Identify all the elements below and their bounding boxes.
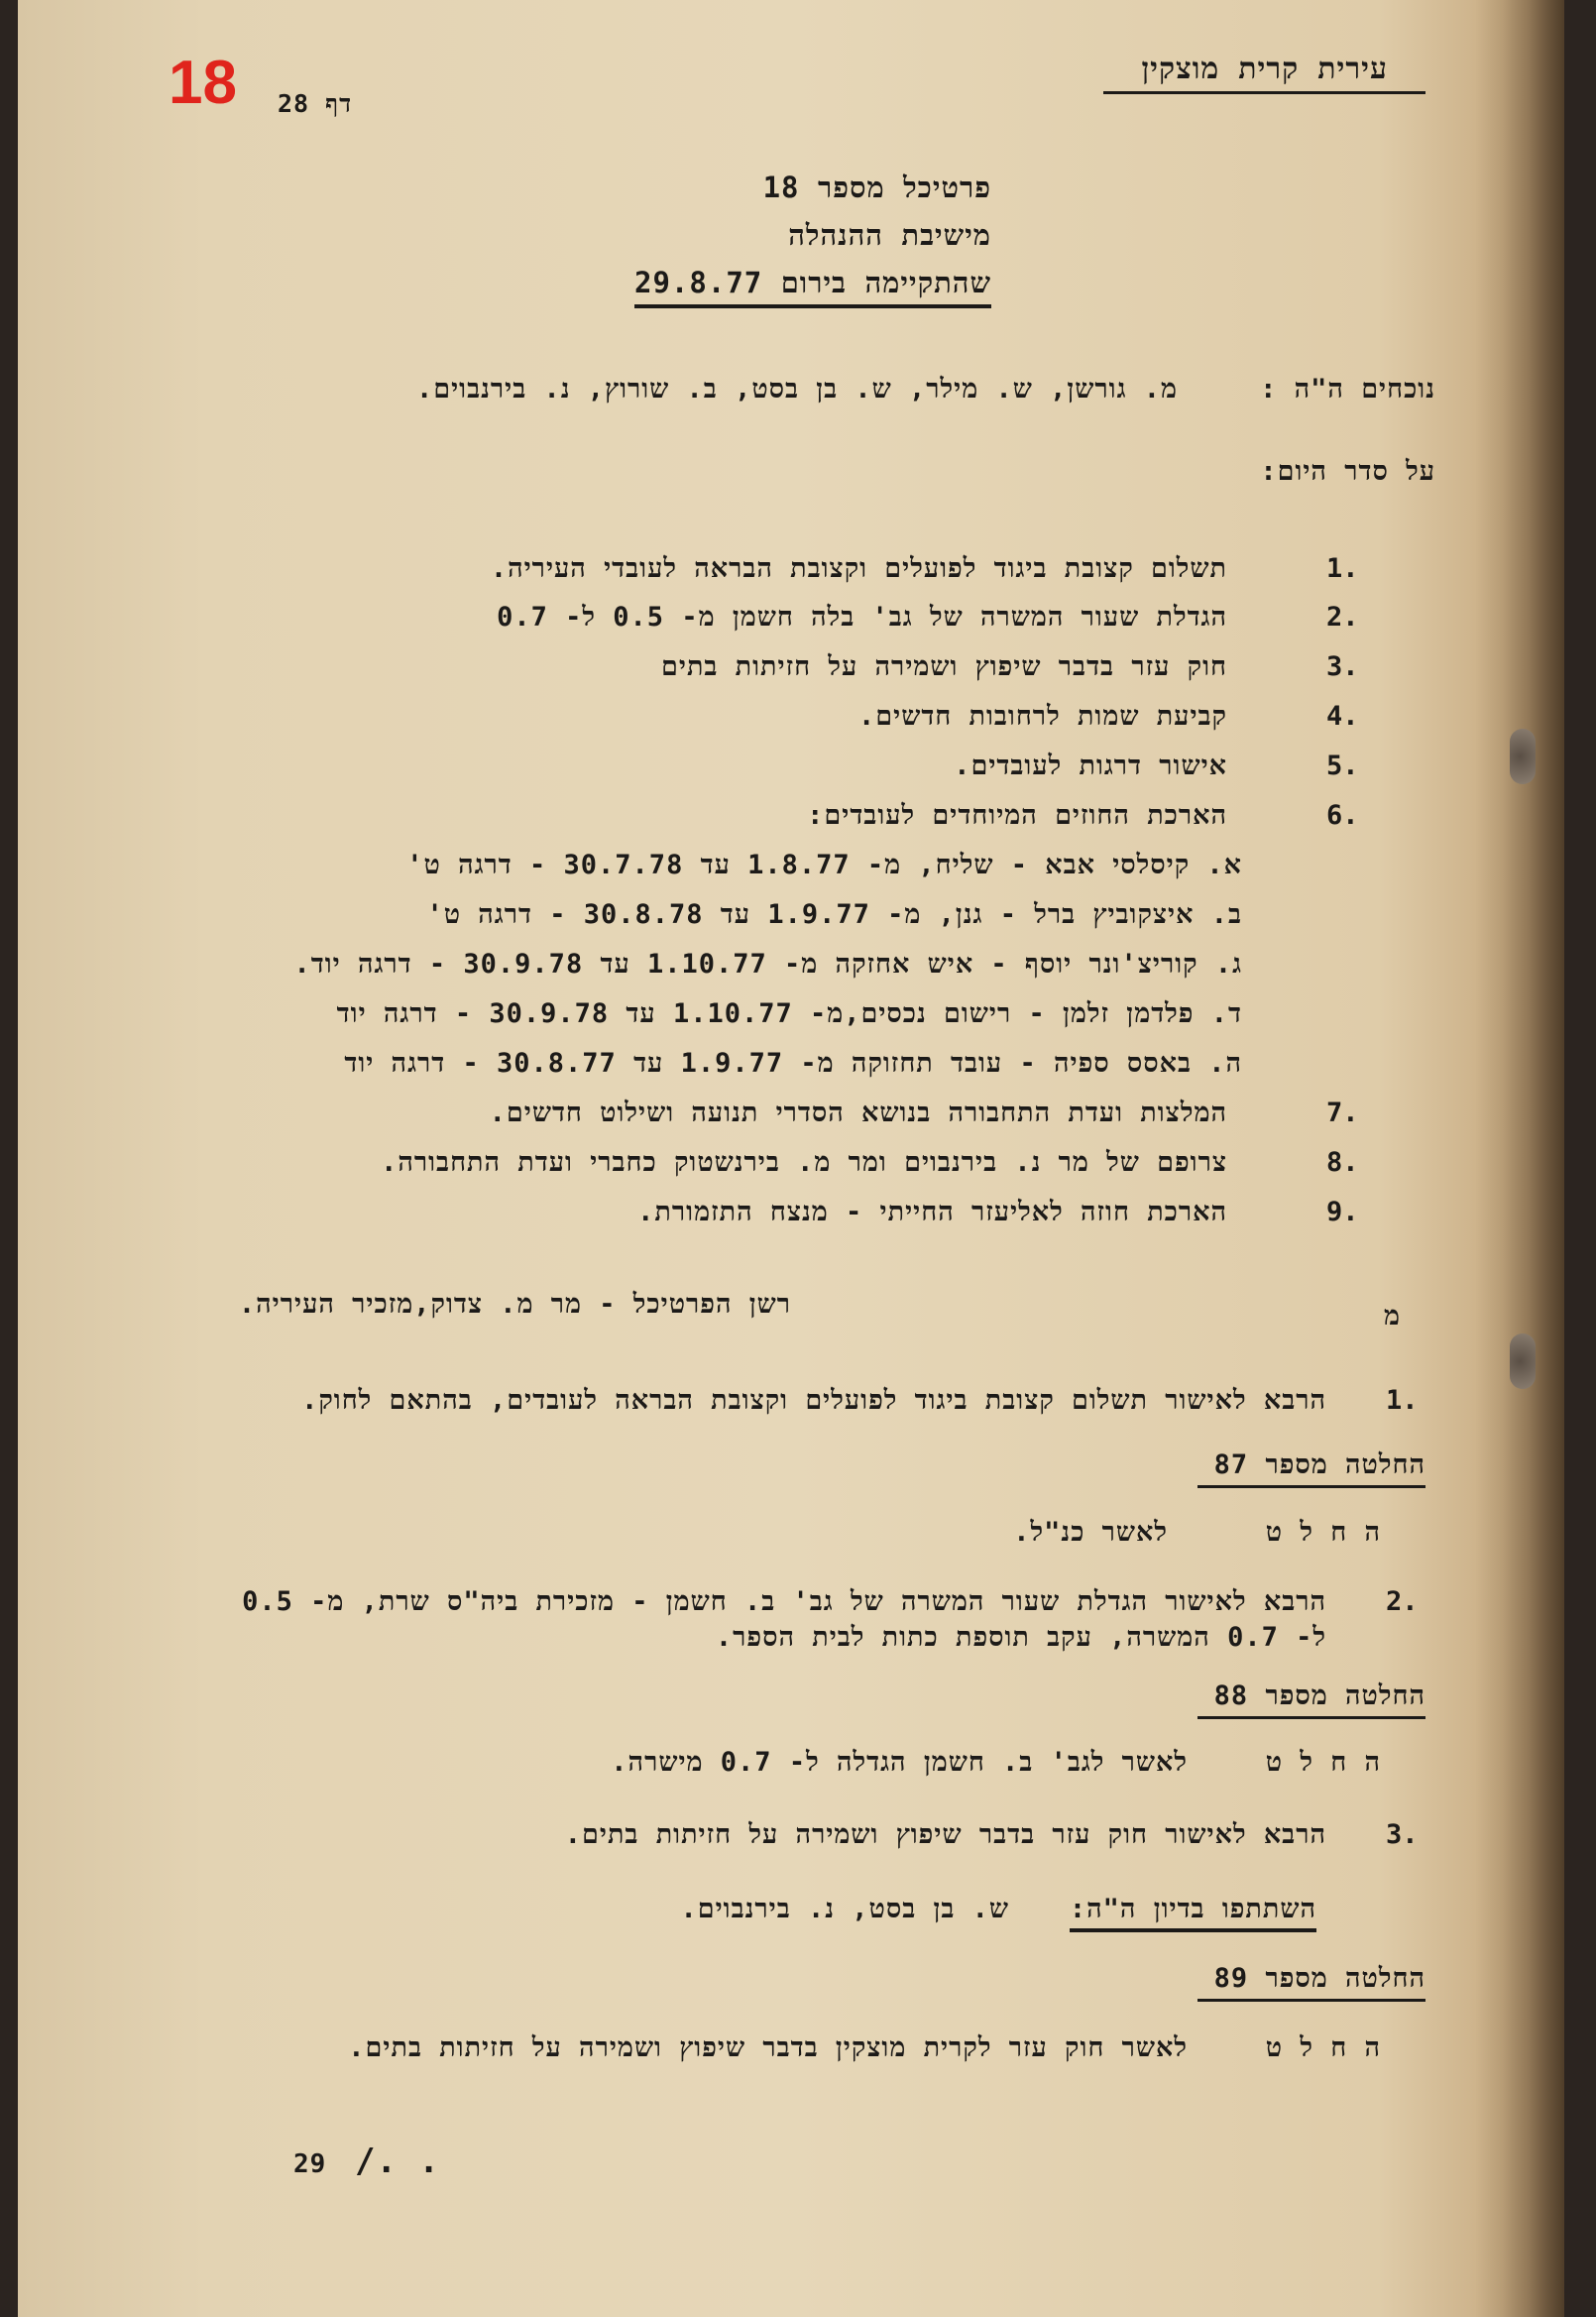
section-num: 2.: [1386, 1586, 1419, 1617]
agenda-item: אישור דרגות לעובדים.: [954, 751, 1227, 781]
heading-line2: מישיבת ההנהלה: [788, 218, 991, 252]
decision-underline: [1197, 1716, 1425, 1719]
decided-label: ה ח ל ט: [1265, 1747, 1381, 1778]
section-text-cont: ל- 0.7 המשרה, עקב תוספת כתות לבית הספר.: [715, 1622, 1326, 1653]
agenda-subitem: ה. באסס ספיה - עובד תחזוקה מ- 1.9.77 עד 30.8.77 - דרגה יוד: [344, 1048, 1242, 1079]
agenda-item: הארכת החוזים המיוחדים לעובדים:: [807, 800, 1227, 831]
present-label: נוכחים ה"ה :: [1260, 374, 1435, 405]
present-names: מ. גורשן, ש. מילר, ש. בן בסט, ב. שורוץ, נ. בירנבוים.: [415, 374, 1178, 405]
agenda-num: 9.: [1326, 1197, 1359, 1227]
agenda-num: 4.: [1326, 701, 1359, 732]
agenda-item: הארכת חוזה לאליעזר החייתי - מנצח התזמורת.: [637, 1197, 1227, 1227]
agenda-num: 6.: [1326, 800, 1359, 831]
red-page-number: 18: [169, 49, 237, 117]
decision-text: לאשר חוק עזר לקרית מוצקין בדבר שיפוץ ושמירה על חזיתות בתים.: [348, 2032, 1188, 2063]
agenda-subitem: ג. קוריצ'ונר יוסף - איש אחזקה מ- 1.10.77 עד 30.9.78 - דרגה יוד.: [293, 949, 1242, 980]
margin-mark: מ: [1384, 1301, 1402, 1332]
decision-text: לאשר לגב' ב. חשמן הגדלה ל- 0.7 מישרה.: [611, 1747, 1188, 1778]
agenda-item: צרופם של מר נ. בירנבוים ומר מ. בירנשטוק כחברי ועדת התחבורה.: [381, 1147, 1227, 1178]
page-label: דף 28: [278, 89, 353, 118]
decision-title: החלטה מספר 88: [1213, 1680, 1425, 1711]
continued-mark: /. .: [355, 2142, 440, 2181]
agenda-num: 1.: [1326, 553, 1359, 584]
agenda-num: 8.: [1326, 1147, 1359, 1178]
agenda-num: 7.: [1326, 1098, 1359, 1128]
agenda-item: המלצות ועדת התחבורה בנושא הסדרי תנועה ושילוט חדשים.: [489, 1098, 1227, 1128]
agenda-num: 3.: [1326, 651, 1359, 682]
section-text: הרבא לאישור הגדלת שעור המשרה של גב' ב. חשמן - מזכירת ביה"ס שרת, מ- 0.5: [242, 1586, 1326, 1617]
heading-line3: שהתקיימה בירום 29.8.77: [634, 266, 991, 308]
section-text: הרבא לאישור חוק עזר בדבר שיפוץ ושמירה על חזיתות בתים.: [564, 1819, 1326, 1850]
agenda-item: קביעת שמות לרחובות חדשים.: [858, 701, 1227, 732]
next-page-number: 29: [293, 2149, 327, 2179]
page-edge-shadow: [1475, 0, 1564, 2317]
decided-label: ה ח ל ט: [1265, 2032, 1381, 2063]
agenda-item: חוק עזר בדבר שיפוץ ושמירה על חזיתות בתים: [661, 651, 1227, 682]
heading-line1: פרטיכל מספר 18: [762, 171, 991, 204]
punch-hole: [1510, 1333, 1536, 1389]
decision-title: החלטה מספר 87: [1213, 1449, 1425, 1480]
agenda-num: 2.: [1326, 602, 1359, 633]
agenda-subitem: ב. איצקוביץ ברל - גנן, מ- 1.9.77 עד 30.8.78 - דרגה ט': [426, 899, 1242, 930]
letterhead: עירית קרית מוצקין: [1141, 52, 1388, 86]
decision-text: לאשר כנ"ל.: [1013, 1517, 1168, 1548]
section-text: הרבא לאישור תשלום קצובת ביגוד לפועלים וקצובת הבראה לעובדים, בהתאם לחוק.: [301, 1385, 1326, 1416]
section-num: 3.: [1386, 1819, 1419, 1850]
agenda-subitem: א. קיסלסי אבא - שליח, מ- 1.8.77 עד 30.7.78 - דרגה ט': [406, 850, 1242, 880]
agenda-item: הגדלת שעור המשרה של גב' בלה חשמן מ- 0.5 ל- 0.7: [497, 602, 1227, 633]
participants-label: השתתפו בדיון ה"ה:: [1070, 1894, 1316, 1932]
agenda-item: תשלום קצובת ביגוד לפועלים וקצובת הבראה לעובדי העיריה.: [490, 553, 1227, 584]
decided-label: ה ח ל ט: [1265, 1517, 1381, 1548]
agenda-num: 5.: [1326, 751, 1359, 781]
section-num: 1.: [1386, 1385, 1419, 1416]
decision-underline: [1197, 1999, 1425, 2002]
punch-hole: [1510, 729, 1536, 784]
decision-underline: [1197, 1485, 1425, 1488]
participants-names: ש. בן בסט, נ. בירנבוים.: [680, 1894, 1009, 1924]
agenda-subitem: ד. פלדמן זלמן - רישום נכסים,מ- 1.10.77 עד 30.9.78 - דרגה יוד: [336, 998, 1242, 1029]
document-page: [18, 0, 1564, 2317]
recorder-line: רשן הפרטיכל - מר מ. צדוק,מזכיר העיריה.: [238, 1289, 791, 1320]
decision-title: החלטה מספר 89: [1213, 1963, 1425, 1994]
agenda-label: על סדר היום:: [1260, 456, 1435, 487]
letterhead-underline: [1103, 91, 1425, 94]
